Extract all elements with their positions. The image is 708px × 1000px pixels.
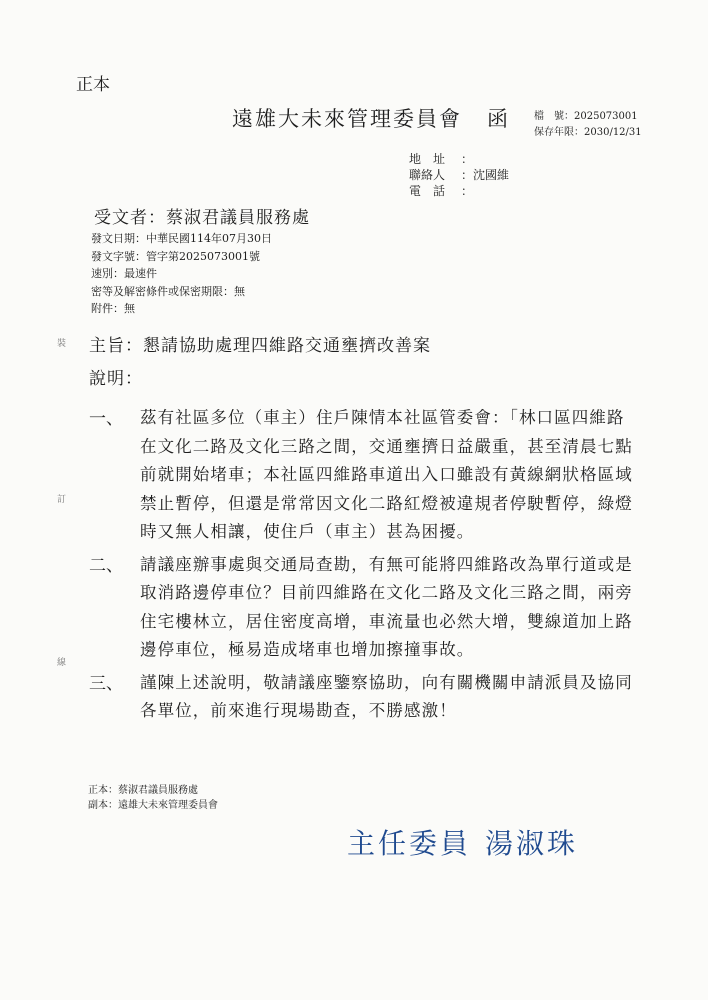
item-line: 邊停車位，極易造成堵車也增加擦撞事故。 (140, 640, 475, 659)
reference-number: 發文字號：管字第2025073001號 (91, 249, 260, 263)
copy-recipient: 副本：遠雄大未來管理委員會 (88, 800, 218, 811)
item-line: 各單位，前來進行現場勘查，不勝感激！ (140, 701, 457, 720)
signatory-title: 主任委員 (347, 827, 472, 860)
item-line: 禁止暫停，但還是常常因文化二路紅燈被違規者停駛暫停，綠燈 (140, 493, 633, 513)
contact-person-value: ：沈國維 (461, 168, 510, 182)
phone-row (409, 183, 509, 199)
item-line: 在文化二路及文化三路之間，交通壅擠日益嚴重，甚至清晨七點 (140, 436, 633, 456)
item-text (140, 669, 669, 726)
binding-mark: 訂 (57, 495, 67, 505)
item-text (140, 404, 669, 547)
copy-mark: 正本 (76, 75, 110, 95)
binding-mark: 線 (57, 658, 67, 668)
item-line: 時又無人相讓，使住戶（車主）甚為困擾。 (140, 522, 475, 541)
contact-block (409, 151, 509, 199)
contact-person-label: 聯絡人 (409, 168, 446, 182)
document-info (91, 230, 272, 318)
item-number: 三、 (89, 673, 123, 694)
item-line: 住宅樓林立，居住密度高增，車流量也必然大增，雙線道加上路 (140, 611, 633, 631)
item-text (140, 551, 669, 665)
explanation-item (89, 551, 669, 665)
recipient: 受文者：蔡淑君議員服務處 (94, 208, 310, 228)
contact-person-row (409, 167, 509, 183)
explanation-items (89, 404, 669, 730)
document-type: 函 (487, 107, 508, 131)
phone-value: ： (461, 184, 474, 198)
subject: 主旨：懇請協助處理四維路交通壅擠改善案 (89, 336, 431, 356)
item-line: 取消路邊停車位？目前四維路在文化二路及文化三路之間，兩旁 (140, 583, 633, 602)
explanation-item (89, 404, 669, 547)
binding-margin-marks (57, 0, 69, 1000)
item-number: 一、 (89, 409, 123, 429)
item-line: 茲有社區多位（車主）住戶陳情本社區管委會：「林口區四維路 (140, 408, 625, 427)
item-line: 前就開始堵車；本社區四維路車道出入口雖設有黃線網狀格區域 (140, 465, 633, 484)
explanation-label: 說明： (89, 369, 143, 389)
distribution-list (88, 783, 218, 813)
phone-label: 電 話 (409, 184, 446, 198)
retention-period: 保存年限：2030/12/31 (534, 127, 642, 138)
address-label: 地 址 (409, 152, 446, 166)
item-line: 謹陳上述說明，敬請議座鑒察協助，向有關機關申請派員及協同 (140, 672, 633, 692)
item-number: 二、 (89, 555, 123, 576)
signatory-name: 湯淑珠 (485, 827, 579, 860)
address-row (409, 151, 509, 167)
file-number: 檔 號：2025073001 (534, 111, 638, 122)
signature-stamp (347, 822, 578, 862)
item-line: 請議座辦事處與交通局查勘，有無可能將四維路改為單行道或是 (140, 554, 633, 574)
organization-title: 遠雄大未來管理委員會 (232, 107, 462, 131)
secrecy-level: 密等及解密條件或保密期限：無 (91, 284, 245, 298)
binding-mark: 裝 (57, 339, 67, 349)
explanation-item (89, 669, 669, 726)
delivery-speed: 速別：最速件 (91, 267, 157, 280)
file-metadata (534, 109, 642, 141)
address-value: ： (461, 152, 474, 166)
original-recipient: 正本：蔡淑君議員服務處 (88, 785, 198, 796)
issue-date: 發文日期：中華民國114年07月30日 (91, 232, 272, 245)
attachment: 附件：無 (91, 302, 135, 315)
